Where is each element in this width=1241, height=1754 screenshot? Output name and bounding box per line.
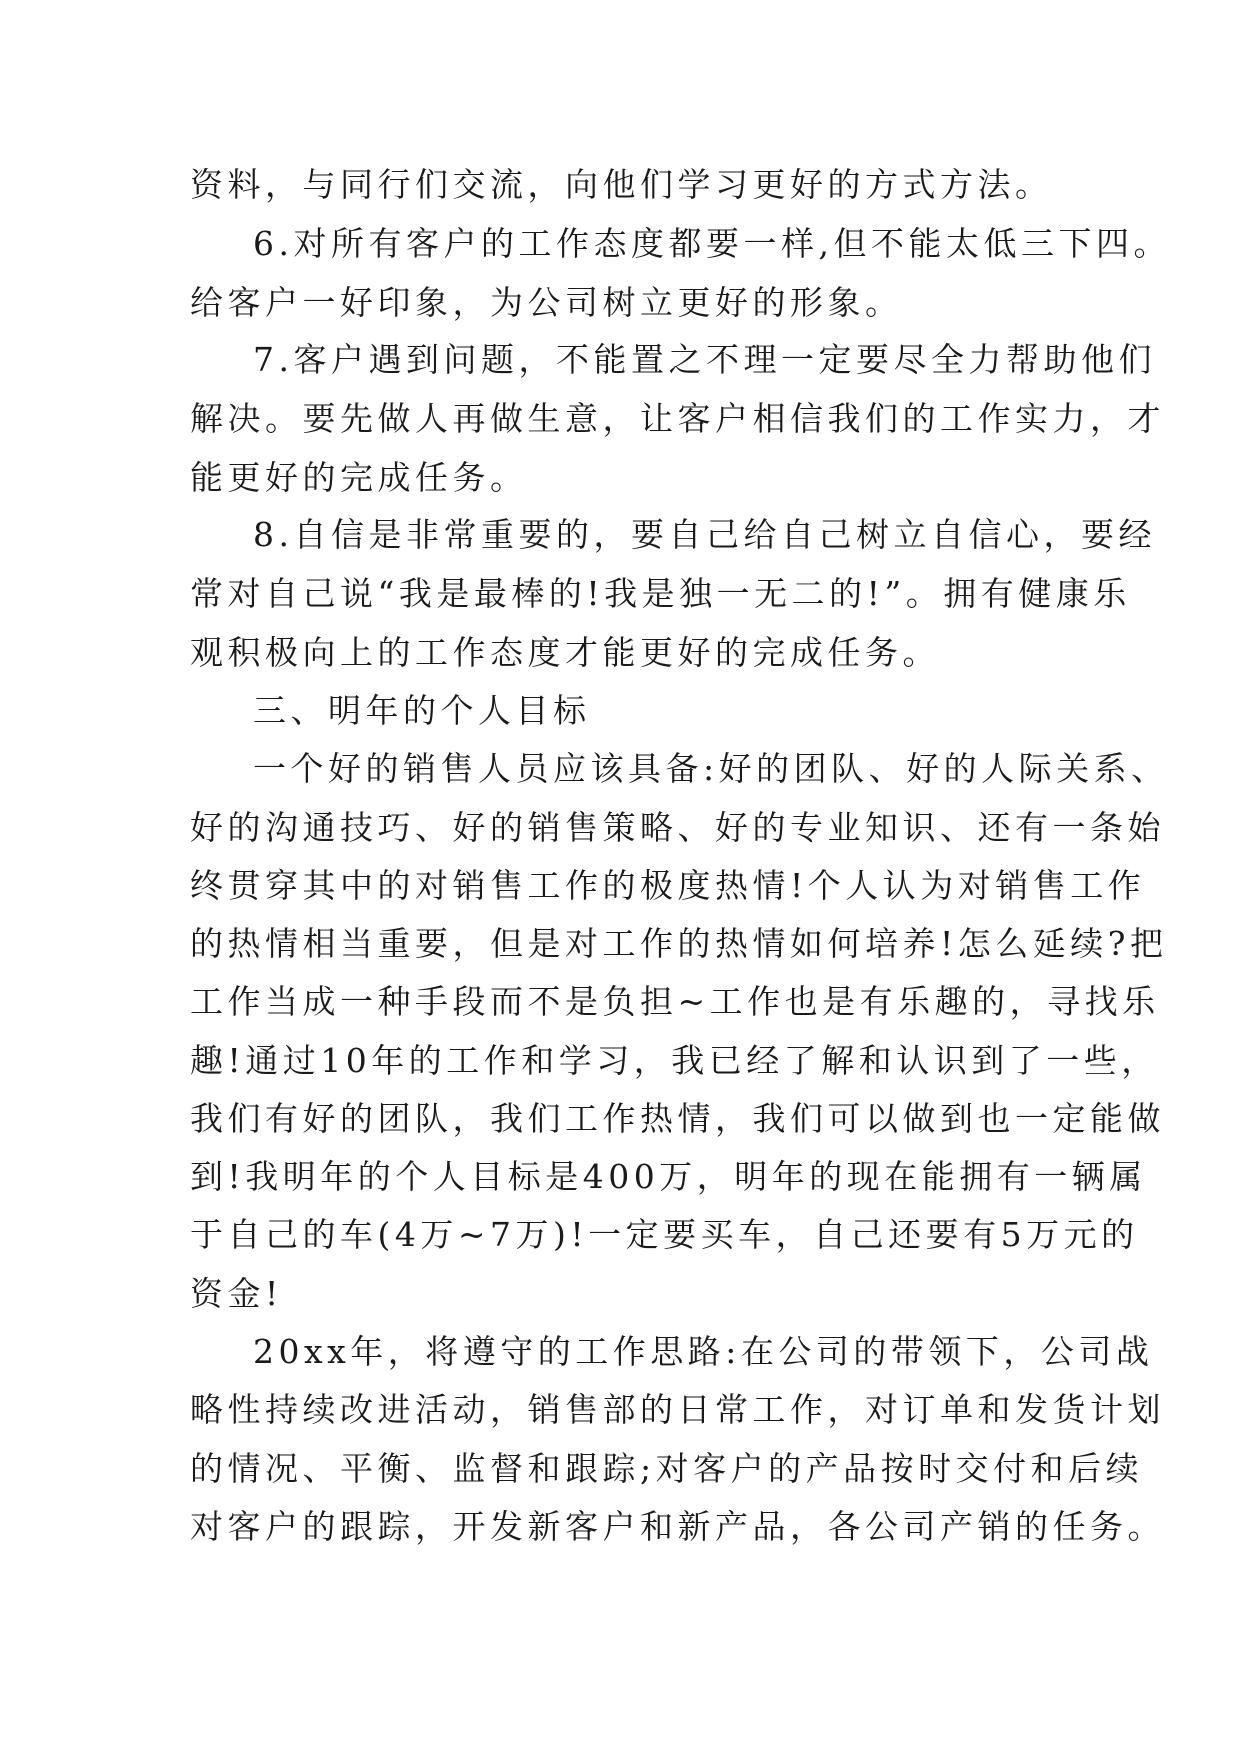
text-line: 好的沟通技巧、好的销售策略、好的专业知识、还有一条始 bbox=[190, 808, 1165, 847]
text-line: 略性持续改进活动，销售部的日常工作，对订单和发货计划 bbox=[190, 1390, 1165, 1429]
text-line: 7.客户遇到问题，不能置之不理一定要尽全力帮助他们 bbox=[253, 340, 1156, 379]
text-line: 8.自信是非常重要的，要自己给自己树立自信心，要经 bbox=[253, 515, 1156, 554]
text-line: 资金! bbox=[190, 1274, 283, 1313]
text-line: 6.对所有客户的工作态度都要一样,但不能太低三下四。 bbox=[253, 224, 1171, 263]
text-line: 20xx年，将遵守的工作思路:在公司的带领下，公司战 bbox=[253, 1332, 1154, 1371]
text-line: 给客户一好印象，为公司树立更好的形象。 bbox=[190, 283, 903, 322]
text-line: 终贯穿其中的对销售工作的极度热情!个人认为对销售工作 bbox=[190, 866, 1146, 905]
text-line: 的热情相当重要，但是对工作的热情如何培养!怎么延续?把 bbox=[190, 924, 1168, 963]
text-line: 常对自己说“我是最棒的!我是独一无二的!”。拥有健康乐 bbox=[190, 574, 1131, 613]
text-line: 到!我明年的个人目标是400万，明年的现在能拥有一辆属 bbox=[190, 1157, 1147, 1196]
text-line: 趣!通过10年的工作和学习，我已经了解和认识到了一些， bbox=[190, 1041, 1159, 1080]
text-line: 对客户的跟踪，开发新客户和新产品，各公司产销的任务。 bbox=[190, 1507, 1165, 1546]
text-line: 一个好的销售人员应该具备:好的团队、好的人际关系、 bbox=[253, 749, 1169, 788]
text-line: 能更好的完成任务。 bbox=[190, 458, 528, 497]
text-line: 我们有好的团队，我们工作热情，我们可以做到也一定能做 bbox=[190, 1099, 1165, 1138]
section-heading: 三、明年的个人目标 bbox=[253, 691, 591, 730]
text-line: 观积极向上的工作态度才能更好的完成任务。 bbox=[190, 633, 940, 672]
text-line: 的情况、平衡、监督和跟踪;对客户的产品按时交付和后续 bbox=[190, 1449, 1144, 1488]
text-line: 工作当成一种手段而不是负担~工作也是有乐趣的，寻找乐 bbox=[190, 982, 1160, 1021]
text-line: 解决。要先做人再做生意，让客户相信我们的工作实力，才 bbox=[190, 399, 1165, 438]
text-line: 资料，与同行们交流，向他们学习更好的方式方法。 bbox=[190, 165, 1053, 204]
text-line: 于自己的车(4万~7万)!一定要买车，自己还要有5万元的 bbox=[190, 1215, 1139, 1254]
